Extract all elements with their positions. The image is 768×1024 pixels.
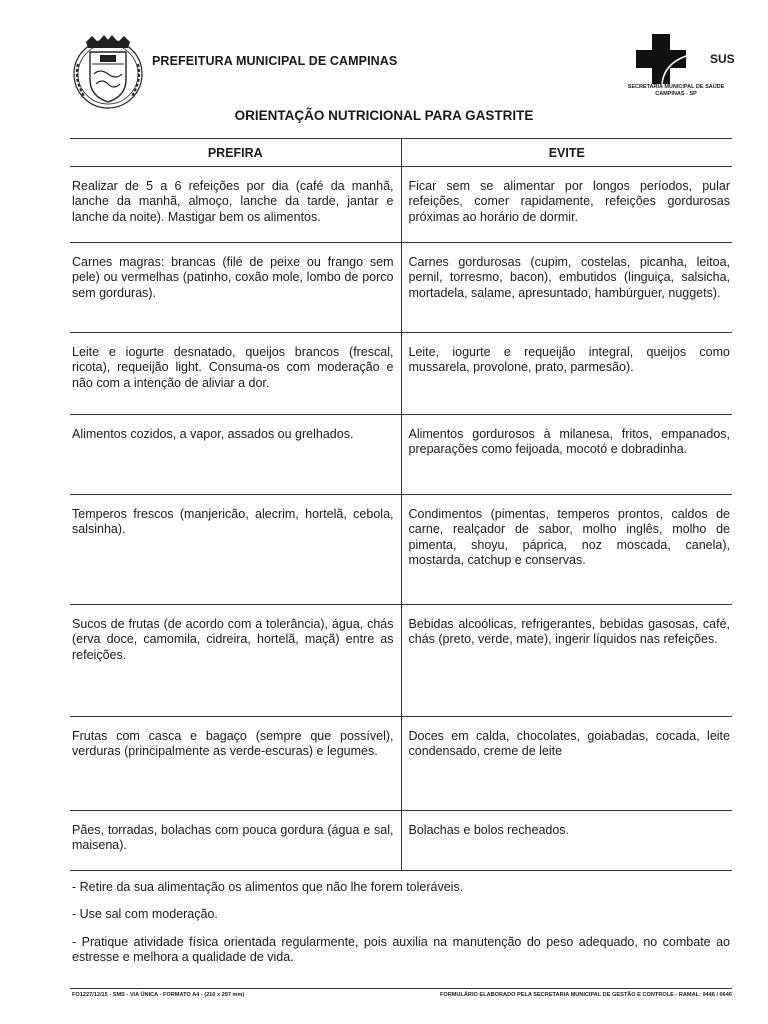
prefer-cell: Alimentos cozidos, a vapor, assados ou grelhados.: [70, 415, 401, 495]
avoid-cell: Doces em calda, chocolates, goiabadas, cocada, leite condensado, creme de leite: [401, 717, 732, 811]
note-item: - Pratique atividade física orientada regularmente, pois auxilia na manutenção do peso adequado, no combate ao estresse e melhora a qualidade de vida.: [72, 934, 730, 965]
table-row: [70, 811, 732, 871]
org-name: PREFEITURA MUNICIPAL DE CAMPINAS: [152, 54, 398, 68]
prefer-cell: Frutas com casca e bagaço (sempre que possível), verduras (principalmente as verde-escuras) e legumes.: [70, 717, 401, 811]
notes-section: [72, 880, 730, 978]
header-prefer: PREFIRA: [70, 139, 401, 167]
table-row: [70, 415, 732, 495]
prefer-cell: Sucos de frutas (de acordo com a tolerância), água, chás (erva doce, camomila, cidreira, hortelã, maçã) entre as refeições.: [70, 605, 401, 717]
prefer-cell: Pães, torradas, bolachas com pouca gordura (água e sal, maisena).: [70, 811, 401, 871]
avoid-cell: Bolachas e bolos recheados.: [401, 811, 732, 871]
table-row: [70, 717, 732, 811]
header-avoid: EVITE: [401, 139, 732, 167]
prefer-cell: Realizar de 5 a 6 refeições por dia (café da manhã, lanche da manhã, almoço, lanche da tarde, jantar e lanche da noite). Mastigar bem os alimentos.: [70, 167, 401, 243]
avoid-cell: Condimentos (pimentas, temperos prontos, caldos de carne, realçador de sabor, molho inglês, molho de pimenta, shoyu, páprica, noz moscada, canela), mostarda, catchup e conservas.: [401, 495, 732, 605]
note-item: - Use sal com moderação.: [72, 907, 218, 922]
nutrition-table: [70, 138, 732, 871]
sus-label: SUS: [710, 52, 735, 66]
sus-caption-line2: CAMPINAS - SP: [655, 91, 697, 97]
avoid-cell: Leite, iogurte e requeijão integral, queijos como mussarela, provolone, prato, parmesão).: [401, 333, 732, 415]
prefer-cell: Leite e iogurte desnatado, queijos brancos (frescal, ricota), requeijão light. Consuma-os com moderação e não com a intenção de aliviar a dor.: [70, 333, 401, 415]
sus-caption: [616, 84, 736, 98]
avoid-cell: Alimentos gordurosos à milanesa, fritos, empanados, preparações como feijoada, mocotó e dobradinha.: [401, 415, 732, 495]
table-row: [70, 495, 732, 605]
table-row: [70, 167, 732, 243]
table-header-row: [70, 139, 732, 167]
sus-caption-line1: SECRETARIA MUNICIPAL DE SAÚDE: [627, 84, 725, 90]
avoid-cell: Carnes gordurosas (cupim, costelas, picanha, leitoa, pernil, torresmo, bacon), embutidos (linguiça, salsicha, mortadela, salame, apresuntado, hambúrguer, nuggets).: [401, 243, 732, 333]
avoid-cell: Ficar sem se alimentar por longos períodos, pular refeições, comer rapidamente, refeições gordurosas próximas ao horário de dormir.: [401, 167, 732, 243]
city-crest-icon: [70, 34, 146, 110]
document-title: ORIENTAÇÃO NUTRICIONAL PARA GASTRITE: [234, 108, 534, 123]
footer-divider: [70, 988, 732, 989]
prefer-cell: Carnes magras: brancas (filé de peixe ou frango sem pele) ou vermelhas (patinho, coxão mole, lombo de porco sem gorduras).: [70, 243, 401, 333]
prefer-cell: Temperos frescos (manjericão, alecrim, hortelã, cebola, salsinha).: [70, 495, 401, 605]
note-item: - Retire da sua alimentação os alimentos que não lhe forem toleráveis.: [72, 880, 464, 894]
table-row: [70, 243, 732, 333]
avoid-cell: Bebidas alcoólicas, refrigerantes, bebidas gasosas, café, chás (preto, verde, mate), ingerir líquidos nas refeições.: [401, 605, 732, 717]
table-row: [70, 605, 732, 717]
form-code: FO1227/12/15 - SMS - VIA ÚNICA - FORMATO A4 - (210 x 297 mm): [72, 992, 245, 998]
table-row: [70, 333, 732, 415]
form-credit: FORMULÁRIO ELABORADO PELA SECRETARIA MUNICIPAL DE GESTÃO E CONTROLE - RAMAL: 0446 / 0646: [439, 992, 732, 998]
